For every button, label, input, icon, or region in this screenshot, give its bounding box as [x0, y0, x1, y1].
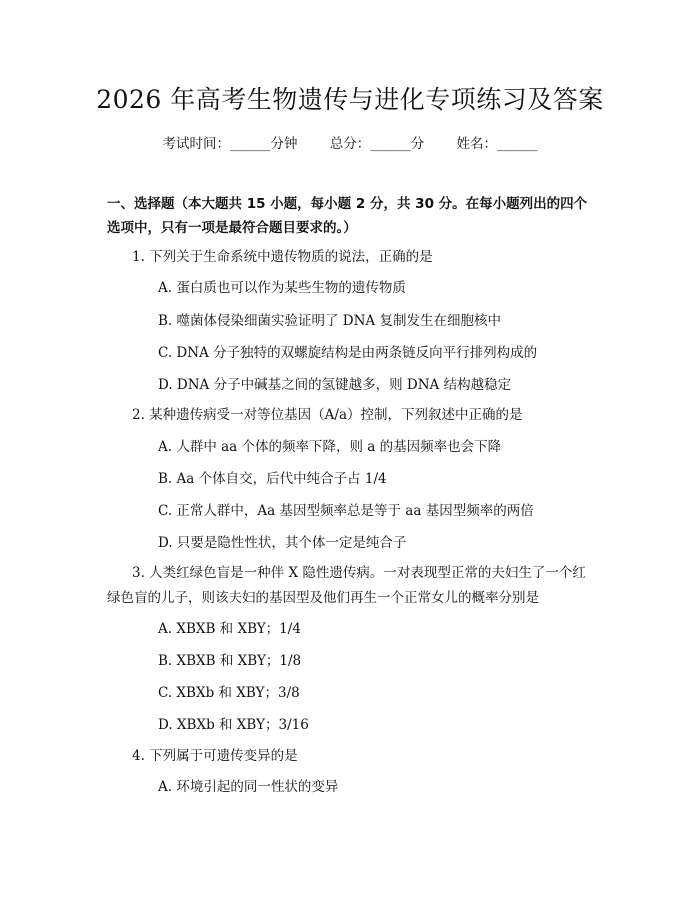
- student-name-field: 姓名：______: [456, 136, 538, 152]
- total-score-field: 总分：______分: [329, 136, 425, 152]
- question-stem: 1. 下列关于生命系统中遗传物质的说法，正确的是: [132, 249, 433, 265]
- answer-option: D. XBXb 和 XBY；3/16: [158, 717, 309, 733]
- answer-option: C. DNA 分子独特的双螺旋结构是由两条链反向平行排列构成的: [158, 345, 538, 361]
- question-stem: 2. 某种遗传病受一对等位基因（A/a）控制，下列叙述中正确的是: [132, 407, 523, 423]
- exam-time-field: 考试时间：______分钟: [162, 136, 298, 152]
- answer-option: D. DNA 分子中碱基之间的氢键越多，则 DNA 结构越稳定: [158, 377, 512, 393]
- answer-option: D. 只要是隐性性状，其个体一定是纯合子: [158, 535, 407, 551]
- page-title: 2026 年高考生物遗传与进化专项练习及答案: [96, 85, 604, 114]
- answer-option: C. 正常人群中，Aa 基因型频率总是等于 aa 基因型频率的两倍: [158, 503, 534, 519]
- exam-meta: [0, 132, 700, 152]
- section-heading: 一、选择题（本大题共 15 小题，每小题 2 分，共 30 分。在每小题列出的四个选项中，只有一项是最符合题目要求的。）: [107, 196, 588, 236]
- answer-option: B. Aa 个体自交，后代中纯合子占 1/4: [158, 471, 387, 487]
- answer-option: A. 环境引起的同一性状的变异: [158, 779, 339, 795]
- answer-option: B. XBXB 和 XBY；1/8: [158, 653, 302, 669]
- answer-option: A. 人群中 aa 个体的频率下降，则 a 的基因频率也会下降: [158, 439, 502, 455]
- answer-option: A. 蛋白质也可以作为某些生物的遗传物质: [158, 280, 406, 296]
- answer-option: A. XBXB 和 XBY；1/4: [158, 621, 301, 637]
- answer-option: C. XBXb 和 XBY；3/8: [158, 685, 300, 701]
- question-stem: 3. 人类红绿色盲是一种伴 X 隐性遗传病。一对表现型正常的夫妇生了一个红绿色盲的儿子，则该夫妇的基因型及他们再生一个正常女儿的概率分别是: [107, 565, 586, 606]
- question-stem: 4. 下列属于可遗传变异的是: [132, 748, 298, 764]
- answer-option: B. 噬菌体侵染细菌实验证明了 DNA 复制发生在细胞核中: [158, 313, 501, 329]
